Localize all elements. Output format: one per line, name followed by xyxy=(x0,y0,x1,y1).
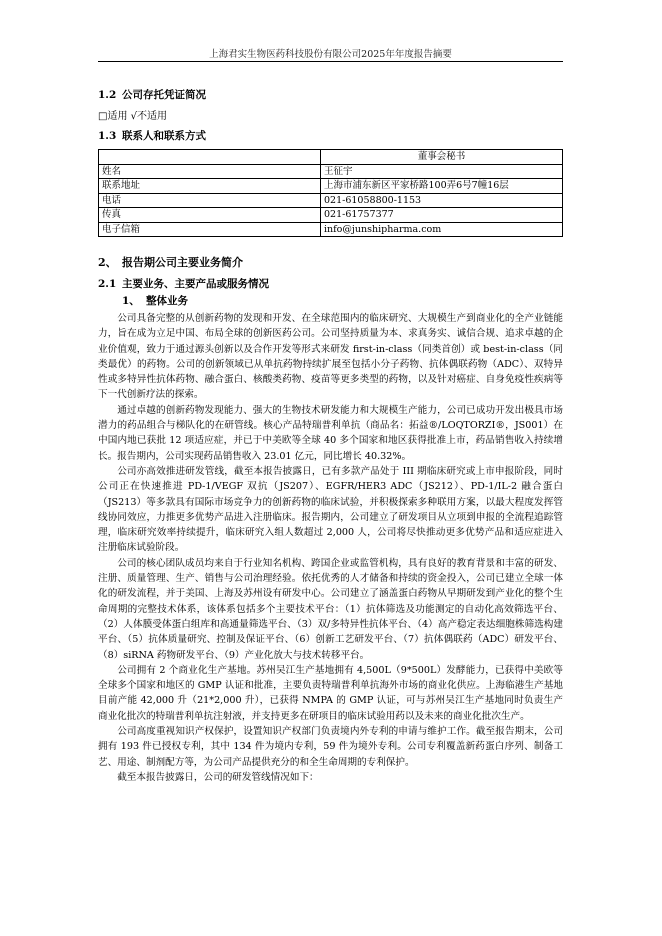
section-1-3-heading xyxy=(98,128,206,143)
table-header-row xyxy=(99,150,563,165)
section-2-heading xyxy=(98,254,243,270)
subsection-number: 1、 xyxy=(122,295,140,307)
section-number: 1.3 xyxy=(98,130,117,142)
row-label: 电子信箱 xyxy=(99,222,321,237)
section-title: 报告期公司主要业务简介 xyxy=(122,256,243,269)
section-title: 主要业务、主要产品或服务情况 xyxy=(122,278,269,290)
section-title: 联系人和联系方式 xyxy=(122,130,206,142)
header-divider xyxy=(98,61,563,62)
row-label: 电话 xyxy=(99,193,321,208)
table-row xyxy=(99,179,563,194)
contact-table xyxy=(98,149,563,237)
row-value: 王征宇 xyxy=(321,164,563,179)
section-title: 公司存托凭证简况 xyxy=(122,89,206,101)
row-label: 联系地址 xyxy=(99,179,321,194)
row-value: info@junshipharma.com xyxy=(321,222,563,237)
paragraph: 公司的核心团队成员均来自于行业知名机构、跨国企业或监管机构，具有良好的教育背景和丰富的研发、注册、质量管理、生产、销售与公司治理经验。依托优秀的人才储备和持续的资金投入，公司已建立全球一体化的研发流程，并于美国、上海及苏州设有研发中心。公司建立了涵盖蛋白药物从早期研发到产业化的整个生命周期的完整技术体系，该体系包括多个主要技术平台：（1）抗体筛选及功能测定的自动化高效筛选平台、（2）人体膜受体蛋白组库和高通量筛选平台、（3）双/多特异性抗体平台、（4）高产稳定表达细胞株筛选构建平台、（5）抗体质量研究、控制及保证平台、（6）创新工艺研发平台、（7）抗体偶联药（ADC）研发平台、（8）siRNA 药物研发平台、（9）产业化放大与技术转移平台。 xyxy=(98,557,563,661)
paragraph: 公司高度重视知识产权保护，设置知识产权部门负责境内外专利的申请与维护工作。截至报告期末，公司拥有 193 件已授权专利，其中 134 件为境内专利，59 件为境外专利。公司专利覆盖新药蛋白序列、制备工艺、用途、制剂配方等，为公司产品提供充分的和全生命周期的专利保护。 xyxy=(98,726,563,768)
row-label: 传真 xyxy=(99,208,321,223)
row-value: 上海市浦东新区平家桥路100弄6号7幢16层 xyxy=(321,179,563,194)
applicability-options: □适用 √不适用 xyxy=(98,111,167,122)
table-row xyxy=(99,193,563,208)
row-label: 姓名 xyxy=(99,164,321,179)
table-row xyxy=(99,208,563,223)
table-row xyxy=(99,222,563,237)
paragraph: 截至本报告披露日，公司的研发管线情况如下： xyxy=(117,771,319,783)
paragraph: 公司亦高效推进研发管线，截至本报告披露日，已有多款产品处于 III 期临床研究或上市申报阶段，同时公司正在快速推进 PD-1/VEGF 双抗（JS207）、EGFR/HER3 ADC（JS212）、PD-1/IL-2 融合蛋白（JS213）等多款具有国际市场竞争力的创新药物的临床试验，并积极探索多种联用方案，以最大程度发挥管线协同效应，力推更多优势产品进入注册临床。报告期内，公司建立了研发项目从立项到申报的全流程追踪管理，临床研究效率持续提升，临床研究入组人数超过 2,000 人，公司将尽快推动更多优势产品和适应症进入注册临床试验阶段。 xyxy=(98,465,563,554)
subsection-heading xyxy=(122,293,188,308)
section-1-2-heading xyxy=(98,87,206,102)
section-number: 1.2 xyxy=(98,89,117,101)
subsection-title: 整体业务 xyxy=(146,295,188,307)
table-header-secretary: 董事会秘书 xyxy=(321,150,563,165)
paragraph: 公司拥有 2 个商业化生产基地。苏州吴江生产基地拥有 4,500L（9*500L）发酵能力，已获得中美欧等全球多个国家和地区的 GMP 认证和批准，主要负责特瑞普利单抗海外市场的商业化供应。上海临港生产基地目前产能 42,000 升（21*2,000 升），已获得 NMPA 的 GMP 认证，可与苏州吴江生产基地同时负责生产商业化批次的特瑞普利单抗注射液，并支持更多在研项目的临床试验用药以及未来的商业化批次生产。 xyxy=(98,664,563,722)
table-header-empty xyxy=(99,150,321,165)
row-value: 021-61757377 xyxy=(321,208,563,223)
paragraph: 通过卓越的创新药物发现能力、强大的生物技术研发能力和大规模生产能力，公司已成功开发出极具市场潜力的药品组合与梯队化的在研管线。核心产品特瑞普利单抗（商品名：拓益®/LOQTORZI®，JS001）在中国内地已获批 12 项适应症，并已于中美欧等全球 40 多个国家和地区获得批准上市，药品销售收入持续增长。报告期内，公司实现药品销售收入 23.01 亿元，同比增长 40.32%。 xyxy=(98,404,563,462)
paragraph: 公司具备完整的从创新药物的发现和开发、在全球范围内的临床研究、大规模生产到商业化的全产业链能力，旨在成为立足中国、布局全球的创新医药公司。公司坚持质量为本、求真务实、诚信合规、追求卓越的企业价值观，致力于通过源头创新以及合作开发等形式来研发 first-in-class（同类首创）或 best-in-class（同类最优）的药物。公司的创新领域已从单抗药物持续扩展至包括小分子药物、抗体偶联药物（ADC）、双特异性或多特异性抗体药物、融合蛋白、核酸类药物、疫苗等更多类型的药物，以及针对癌症、自身免疫性疾病等下一代创新疗法的探索。 xyxy=(98,313,563,401)
section-number: 2.1 xyxy=(98,278,117,290)
section-2-1-heading xyxy=(98,276,269,291)
section-number: 2、 xyxy=(98,256,117,269)
body-text xyxy=(98,311,563,785)
page-header: 上海君实生物医药科技股份有限公司2025年年度报告摘要 xyxy=(209,49,452,60)
row-value: 021-61058800-1153 xyxy=(321,193,563,208)
table-row xyxy=(99,164,563,179)
